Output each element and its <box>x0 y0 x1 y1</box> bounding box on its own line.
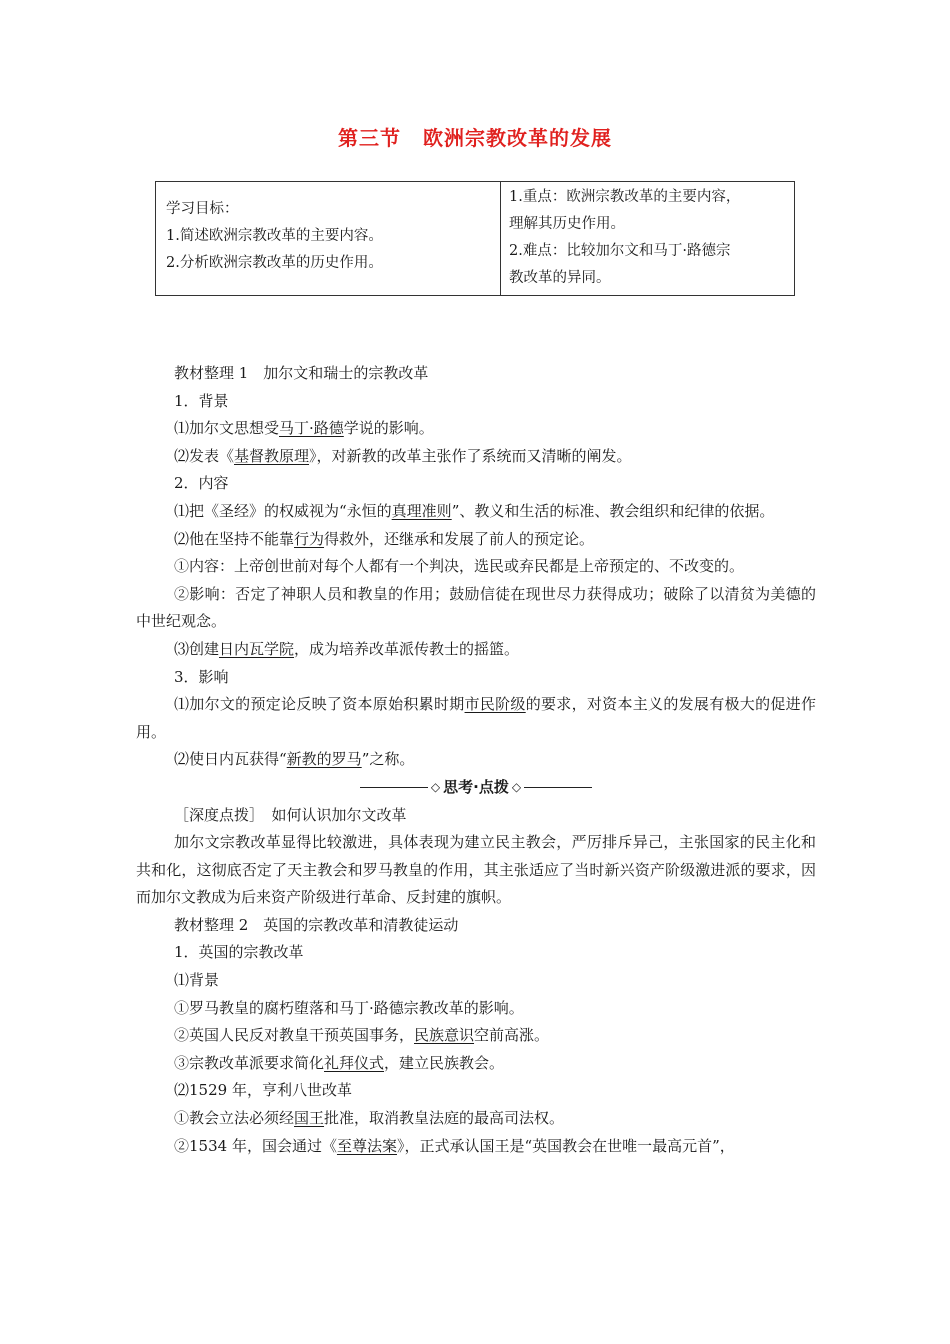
underlined-term: 国王 <box>294 1109 325 1128</box>
background-item-1: ⑴加尔文思想受马丁·路德学说的影响。 <box>174 419 434 438</box>
goals-heading: 学习目标： <box>166 201 239 217</box>
learning-goals-table <box>155 181 795 296</box>
goal-item-2: 2.分析欧洲宗教改革的历史作用。 <box>166 255 383 271</box>
key-points-cell <box>501 182 795 296</box>
content-item-1: ⑴把《圣经》的权威视为“永恒的真理准则”、教义和生活的标准、教会组织和纪律的依据。 <box>174 501 775 520</box>
content-item-2: ⑵他在坚持不能靠行为得救外，还继承和发展了前人的预定论。 <box>174 529 595 548</box>
title-section-number: 第三节 <box>338 126 401 150</box>
henry-reform-2: ②1534 年，国会通过《至尊法案》，正式承认国王是“英国教会在世唯一最高元首”， <box>174 1136 735 1155</box>
background-item-2: ⑵发表《基督教原理》，对新教的改革主张作了系统而又清晰的阐发。 <box>174 446 632 465</box>
underlined-term: 行为 <box>294 529 325 548</box>
underlined-term: 日内瓦学院 <box>219 639 295 658</box>
section2-heading: 教材整理 2 英国的宗教改革和清教徒运动 <box>174 915 459 934</box>
difficulty-line-1: 2.难点：比较加尔文和马丁·路德宗 <box>509 243 731 259</box>
difficulty-line-2: 教改革的异同。 <box>509 270 611 286</box>
england-background-title: ⑴背景 <box>174 971 220 990</box>
content-item-2-sub-1: ①内容：上帝创世前对每个人都有一个判决，选民或弃民都是上帝预定的、不改变的。 <box>174 557 745 576</box>
key-point-line-1: 1.重点：欧洲宗教改革的主要内容， <box>509 189 741 205</box>
england-background-2: ②英国人民反对教皇干预英国事务，民族意识空前高涨。 <box>174 1026 550 1045</box>
section1-heading: 教材整理 1 加尔文和瑞士的宗教改革 <box>174 364 429 382</box>
title-text: 欧洲宗教改革的发展 <box>423 126 612 150</box>
content-item-2-sub-2: ②影响：否定了神职人员和教皇的作用；鼓励信徒在现世尽力获得成功；破除了以清贫为美德的中世纪观念。 <box>136 584 816 631</box>
page-title <box>0 122 950 151</box>
underlined-term: 礼拜仪式 <box>324 1053 385 1072</box>
goal-item-1: 1.简述欧洲宗教改革的主要内容。 <box>166 228 383 244</box>
insight-heading: ［深度点拨］ 如何认识加尔文改革 <box>174 805 407 824</box>
henry-reform-title: ⑵1529 年，亨利八世改革 <box>174 1081 352 1100</box>
underlined-term: 市民阶级 <box>464 695 526 714</box>
key-point-line-2: 理解其历史作用。 <box>509 216 625 232</box>
divider-label: 思考·点拨 <box>443 777 509 796</box>
effect-item-2: ⑵使日内瓦获得“新教的罗马”之称。 <box>174 750 415 769</box>
underlined-term: 真理准则 <box>391 501 452 520</box>
learning-goals-cell <box>156 182 501 296</box>
effect-item-1: ⑴加尔文的预定论反映了资本原始积累时期市民阶级的要求，对资本主义的发展有极大的促进作用。 <box>136 695 816 741</box>
england-background-3: ③宗教改革派要求简化礼拜仪式，建立民族教会。 <box>174 1053 505 1072</box>
henry-reform-1: ①教会立法必须经国王批准，取消教皇法庭的最高司法权。 <box>174 1109 565 1128</box>
main-content <box>136 360 816 1160</box>
diamond-icon: ◇ <box>511 779 522 794</box>
england-background-1: ①罗马教皇的腐朽堕落和马丁·路德宗教改革的影响。 <box>174 998 524 1017</box>
divider-line-left <box>360 787 428 788</box>
insight-body: 加尔文宗教改革显得比较激进，具体表现为建立民主教会，严厉排斥异己，主张国家的民主化和共和化，这彻底否定了天主教会和罗马教皇的作用，其主张适应了当时新兴资产阶级激进派的要求，因而加尔文教成为后来资产阶级进行革命、反封建的旗帜。 <box>136 833 816 907</box>
divider-line-right <box>524 787 592 788</box>
underlined-term: 民族意识 <box>414 1026 475 1045</box>
england-reform-title: 1．英国的宗教改革 <box>174 943 304 962</box>
diamond-icon: ◇ <box>430 779 441 794</box>
content-item-3: ⑶创建日内瓦学院，成为培养改革派传教士的摇篮。 <box>174 639 520 658</box>
background-title: 1．背景 <box>174 391 229 410</box>
underlined-term: 至尊法案 <box>336 1136 397 1155</box>
content-title: 2．内容 <box>174 474 229 493</box>
think-divider <box>136 774 816 802</box>
underlined-term: 新教的罗马 <box>286 750 362 769</box>
effect-title: 3．影响 <box>174 667 229 686</box>
underlined-term: 马丁·路德 <box>279 419 344 438</box>
underlined-term: 基督教原理 <box>234 446 310 465</box>
